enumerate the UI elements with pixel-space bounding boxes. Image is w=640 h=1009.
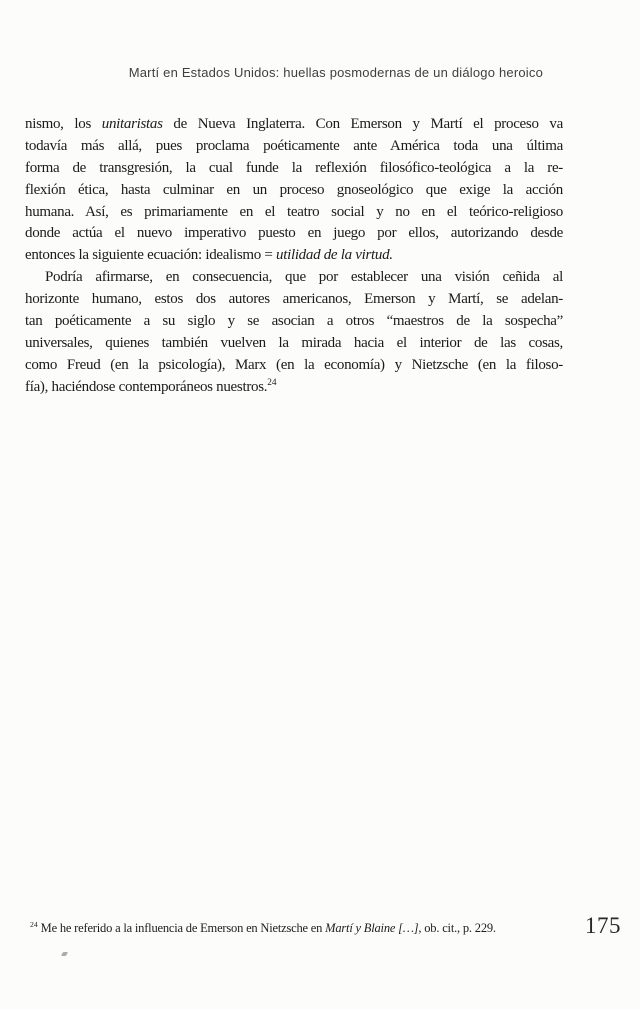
text-line — [25, 355, 563, 377]
text-segment: , ob. cit., p. 229. — [418, 921, 496, 935]
text-line — [25, 267, 563, 289]
text-line — [25, 377, 563, 399]
text-segment: todavía más allá, pues proclama poéticamente ante América toda una última — [25, 137, 563, 154]
text-segment: nismo, los — [25, 116, 102, 132]
text-line — [25, 114, 563, 136]
text-segment: donde actúa el nuevo imperativo puesto en juego por ellos, autorizando desde — [25, 225, 563, 242]
text-segment: horizonte humano, estos dos autores americanos, Emerson y Martí, se adelan- — [25, 291, 563, 308]
text-line — [25, 202, 563, 224]
text-line — [25, 223, 563, 245]
text-segment: como Freud (en la psicología), Marx (en la economía) y Nietzsche (en la filoso- — [25, 356, 563, 373]
text-line — [25, 245, 563, 267]
text-segment: flexión ética, hasta culminar en un proceso gnoseológico que exige la acción — [25, 181, 563, 198]
text-line — [25, 158, 563, 180]
body-text — [25, 114, 563, 399]
text-segment: universales, quienes también vuelven la mirada hacia el interior de las cosas, — [25, 334, 563, 351]
text-line — [25, 136, 563, 158]
running-header: Martí en Estados Unidos: huellas posmodernas de un diálogo heroico — [128, 65, 543, 80]
text-segment: Me he referido a la influencia de Emerson en Nietzsche en — [37, 921, 326, 935]
text-segment: entonces la siguiente ecuación: idealismo = — [25, 247, 277, 264]
footnote-reference: 24 — [267, 377, 277, 388]
text-segment: utilidad de la virtud. — [276, 247, 393, 264]
text-line — [25, 180, 563, 202]
text-segment: unitaristas — [101, 116, 163, 132]
text-segment: forma de transgresión, la cual funde la reflexión filosófico-teológica a la re- — [25, 159, 563, 176]
text-segment: tan poéticamente a su siglo y se asocian a otros “maestros de la sospecha” — [25, 313, 563, 330]
text-line — [25, 311, 563, 333]
text-segment: humana. Así, es primariamente en el teatro social y no en el teórico-religioso — [25, 203, 563, 220]
text-line — [25, 289, 563, 311]
page-number: 175 — [585, 913, 621, 938]
text-line — [25, 333, 563, 355]
text-segment: fía), haciéndose contemporáneos nuestros. — [25, 378, 268, 395]
text-segment: de Nueva Inglaterra. Con Emerson y Martí el proceso va — [162, 116, 563, 132]
text-segment: Martí y Blaine […] — [325, 921, 419, 935]
footnote-reference: 24 — [30, 919, 38, 929]
text-segment: Podría afirmarse, en consecuencia, que por establecer una visión ceñida al — [45, 269, 563, 286]
footnote — [30, 921, 496, 936]
scan-speck-artifact — [61, 952, 68, 956]
